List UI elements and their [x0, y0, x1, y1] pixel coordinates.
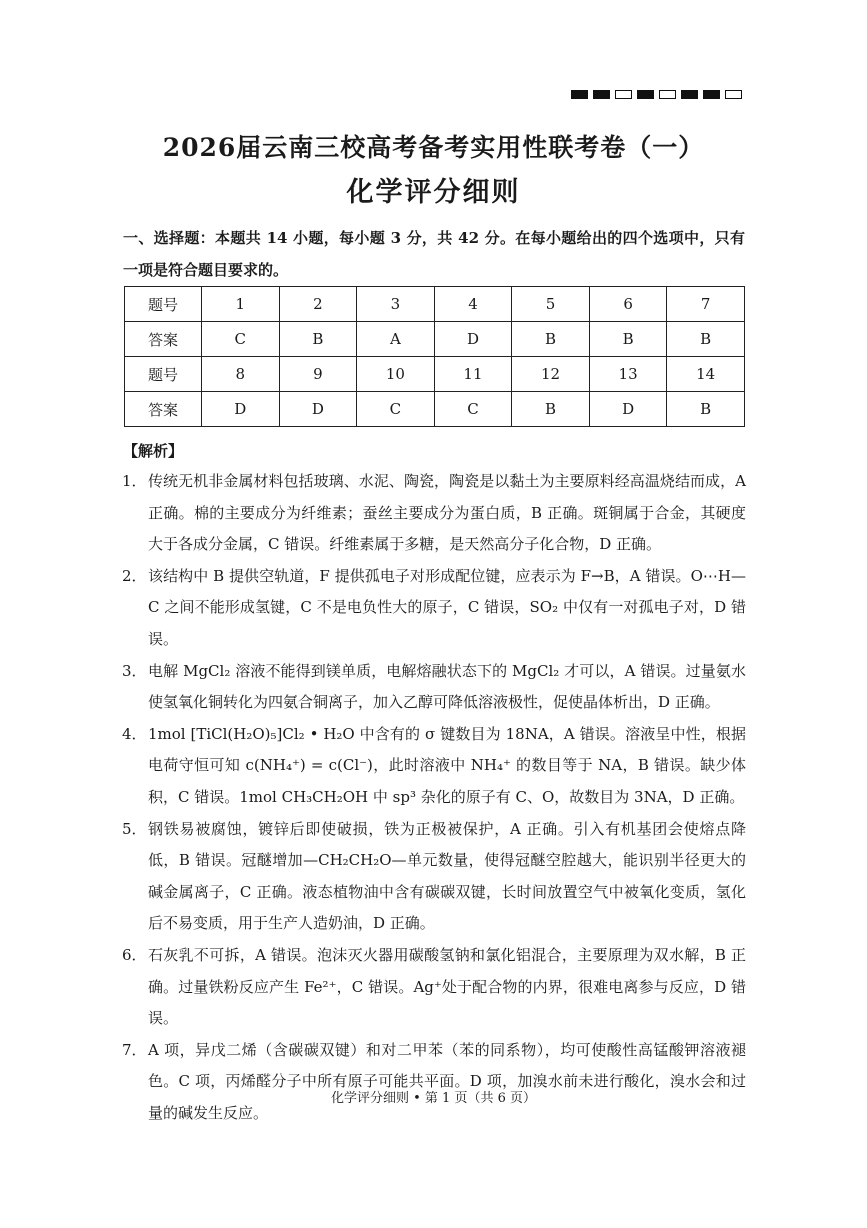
mark-square-5 — [659, 90, 676, 99]
table-cell: 14 — [667, 357, 745, 392]
analysis-heading: 【解析】 — [123, 442, 184, 460]
row-label: 题号 — [125, 357, 202, 392]
analysis-item — [122, 656, 746, 719]
table-row — [125, 322, 745, 357]
security-marks — [571, 90, 742, 99]
item-number: 2． — [122, 566, 147, 585]
item-number: 6． — [122, 945, 147, 964]
table-cell: 5 — [512, 287, 590, 322]
mark-square-3 — [615, 90, 632, 99]
exam-title: 2026届云南三校高考备考实用性联考卷（一） — [162, 133, 705, 162]
section-intro: 一、选择题：本题共 14 小题，每小题 3 分，共 42 分。在每小题给出的四个选项中，只有一项是符合题目要求的。 — [123, 229, 745, 279]
table-cell: D — [589, 392, 667, 427]
mark-square-1 — [571, 90, 588, 99]
table-cell: D — [202, 392, 280, 427]
table-cell: C — [202, 322, 280, 357]
table-cell: 9 — [279, 357, 357, 392]
table-row — [125, 357, 745, 392]
table-cell: 11 — [434, 357, 512, 392]
analysis-item — [122, 561, 746, 656]
item-text: 石灰乳不可拆，A 错误。泡沫灭火器用碳酸氢钠和氯化铝混合，主要原理为双水解，B 正确。过量铁粉反应产生 Fe²⁺，C 错误。Ag⁺处于配合物的内界，很难电离参与反应，D 错误。 — [148, 945, 746, 1028]
table-cell: B — [512, 392, 590, 427]
table-cell: A — [357, 322, 435, 357]
table-cell: D — [279, 392, 357, 427]
table-cell: 13 — [589, 357, 667, 392]
row-label: 答案 — [125, 392, 202, 427]
table-cell: 3 — [357, 287, 435, 322]
table-cell: B — [667, 322, 745, 357]
table-cell: 6 — [589, 287, 667, 322]
table-cell: C — [434, 392, 512, 427]
item-number: 5． — [122, 819, 147, 838]
mark-square-7 — [703, 90, 720, 99]
mark-square-8 — [725, 90, 742, 99]
table-cell: 2 — [279, 287, 357, 322]
analysis-item — [122, 814, 746, 940]
table-cell: C — [357, 392, 435, 427]
row-label: 答案 — [125, 322, 202, 357]
analysis-item — [122, 719, 746, 814]
item-text: 钢铁易被腐蚀，镀锌后即使破损，铁为正极被保护，A 正确。引入有机基团会使熔点降低，B 错误。冠醚增加—CH₂CH₂O—单元数量，使得冠醚空腔越大，能识别半径更大的碱金属离子，C 正确。液态植物油中含有碳碳双键，长时间放置空气中被氧化变质，氢化后不易变质，用于生产人造奶油，D 正确。 — [148, 819, 746, 933]
table-cell: 1 — [202, 287, 280, 322]
analysis-item — [122, 1035, 746, 1130]
table-cell: B — [589, 322, 667, 357]
item-number: 7． — [122, 1040, 147, 1059]
page-footer: 化学评分细则 • 第 1 页（共 6 页） — [330, 1091, 536, 1106]
item-number: 3． — [122, 661, 147, 680]
document-subtitle: 化学评分细则 — [346, 177, 521, 208]
item-text: 该结构中 B 提供空轨道，F 提供孤电子对形成配位键，应表示为 F→B，A 错误。O⋯H—C 之间不能形成氢键，C 不是电负性大的原子，C 错误，SO₂ 中仅有一对孤电子对，D 错误。 — [148, 566, 746, 648]
table-cell: 7 — [667, 287, 745, 322]
mark-square-2 — [593, 90, 610, 99]
analysis-item — [122, 940, 746, 1035]
analysis-list — [122, 466, 746, 1129]
item-text: 电解 MgCl₂ 溶液不能得到镁单质，电解熔融状态下的 MgCl₂ 才可以，A 错误。过量氨水使氢氧化铜转化为四氨合铜离子，加入乙醇可降低溶液极性，促使晶体析出，D 正确。 — [148, 661, 746, 712]
table-cell: 4 — [434, 287, 512, 322]
table-row — [125, 392, 745, 427]
table-cell: B — [667, 392, 745, 427]
item-text: 1mol [TiCl(H₂O)₅]Cl₂ • H₂O 中含有的 σ 键数目为 18NA，A 错误。溶液呈中性，根据电荷守恒可知 c(NH₄⁺) = c(Cl⁻)，此时溶液中 NH₄⁺ 的数目等于 NA，B 错误。缺少体积，C 错误。1mol CH₃CH₂OH 中 sp³ 杂化的原子有 C、O，故数目为 3NA，D 正确。 — [148, 724, 746, 806]
analysis-item — [122, 466, 746, 561]
item-number: 1． — [122, 472, 147, 490]
row-label: 题号 — [125, 287, 202, 322]
table-cell: 10 — [357, 357, 435, 392]
item-text: 传统无机非金属材料包括玻璃、水泥、陶瓷，陶瓷是以黏土为主要原料经高温烧结而成，A 正确。棉的主要成分为纤维素；蚕丝主要成分为蛋白质，B 正确。斑铜属于合金，其硬度大于各成分金属，C 错误。纤维素属于多糖，是天然高分子化合物，D 正确。 — [148, 472, 746, 554]
table-cell: D — [434, 322, 512, 357]
table-cell: B — [279, 322, 357, 357]
table-cell: 8 — [202, 357, 280, 392]
item-number: 4． — [122, 724, 147, 743]
mark-square-4 — [637, 90, 654, 99]
table-row — [125, 287, 745, 322]
mark-square-6 — [681, 90, 698, 99]
table-cell: B — [512, 322, 590, 357]
table-cell: 12 — [512, 357, 590, 392]
answer-table — [124, 286, 745, 427]
item-text: A 项，异戊二烯（含碳碳双键）和对二甲苯（苯的同系物），均可使酸性高锰酸钾溶液褪色。C 项，丙烯醛分子中所有原子可能共平面。D 项，加溴水前未进行酸化，溴水会和过量的碱发生反应。 — [148, 1040, 746, 1122]
